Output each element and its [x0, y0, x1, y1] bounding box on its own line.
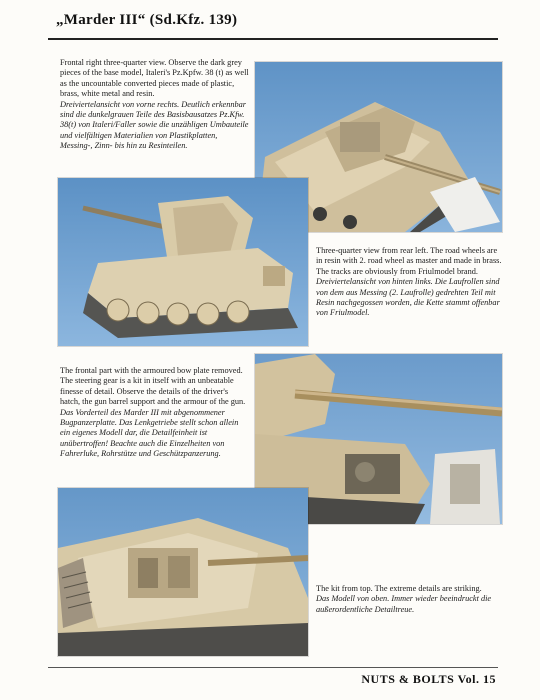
caption-german: Dreiviertelansicht von hinten links. Die Laufrollen sind von dem aus Messing (2. Laufrolle) gedrehten Teil mit Resin nachgegossen worden, die Kette stammt offenbar von Friulmodel. — [316, 277, 500, 318]
caption-german: Das Vorderteil des Marder III mit abgenommener Bugpanzerplatte. Das Lenkgetriebe stellt schon allein ein eigenes Modell dar, die Detailfeinheit ist unübertroffen! Beachte auch die Einzelheiten von Fahrerluke, Rohrstütze und Geschützpanzerung. — [60, 407, 239, 459]
caption-german: Das Modell von oben. Immer wieder beeindruckt die außerordentliche Detailtreue. — [316, 594, 492, 614]
photo-top-view — [58, 488, 308, 656]
caption-front-right — [60, 58, 250, 152]
caption-rear-left — [316, 246, 502, 319]
caption-frontal-part — [60, 366, 250, 460]
footer-rule — [48, 667, 498, 668]
caption-english: Frontal right three-quarter view. Observe the dark grey pieces of the base model, Italeri's Pz.Kpfw. 38 (t) as well as the uncountable converted pieces made of plastic, brass, white metal and resin. — [60, 58, 249, 99]
page-footer: NUTS & BOLTS Vol. 15 — [361, 672, 496, 686]
photo-rear-left-view — [58, 178, 308, 346]
header-rule — [48, 38, 498, 40]
caption-english: Three-quarter view from rear left. The road wheels are in resin with 2. road wheel as master and made in brass. The tracks are obviously from Friulmodel brand. — [316, 246, 502, 276]
caption-english: The kit from top. The extreme details are striking. — [316, 584, 482, 593]
page-title: „Marder III“ (Sd.Kfz. 139) — [56, 12, 238, 28]
caption-top-view — [316, 584, 502, 615]
caption-english: The frontal part with the armoured bow plate removed. The steering gear is a kit in itself with an unbeatable finesse of detail. Observe the details of the driver's hatch, the gun barrel support and the armour of the gun. — [60, 366, 246, 407]
caption-german: Dreiviertelansicht von vorne rechts. Deutlich erkennbar sind die dunkelgrauen Teile des Basisbausatzes Pz.Kfw. 38(t) von Italeri/Faller sowie die unzähligen Umbauteile und vielfältigen Materialien von Plastikplatten, Messing-, Zinn- bis hin zu Resinteilen. — [60, 99, 249, 151]
